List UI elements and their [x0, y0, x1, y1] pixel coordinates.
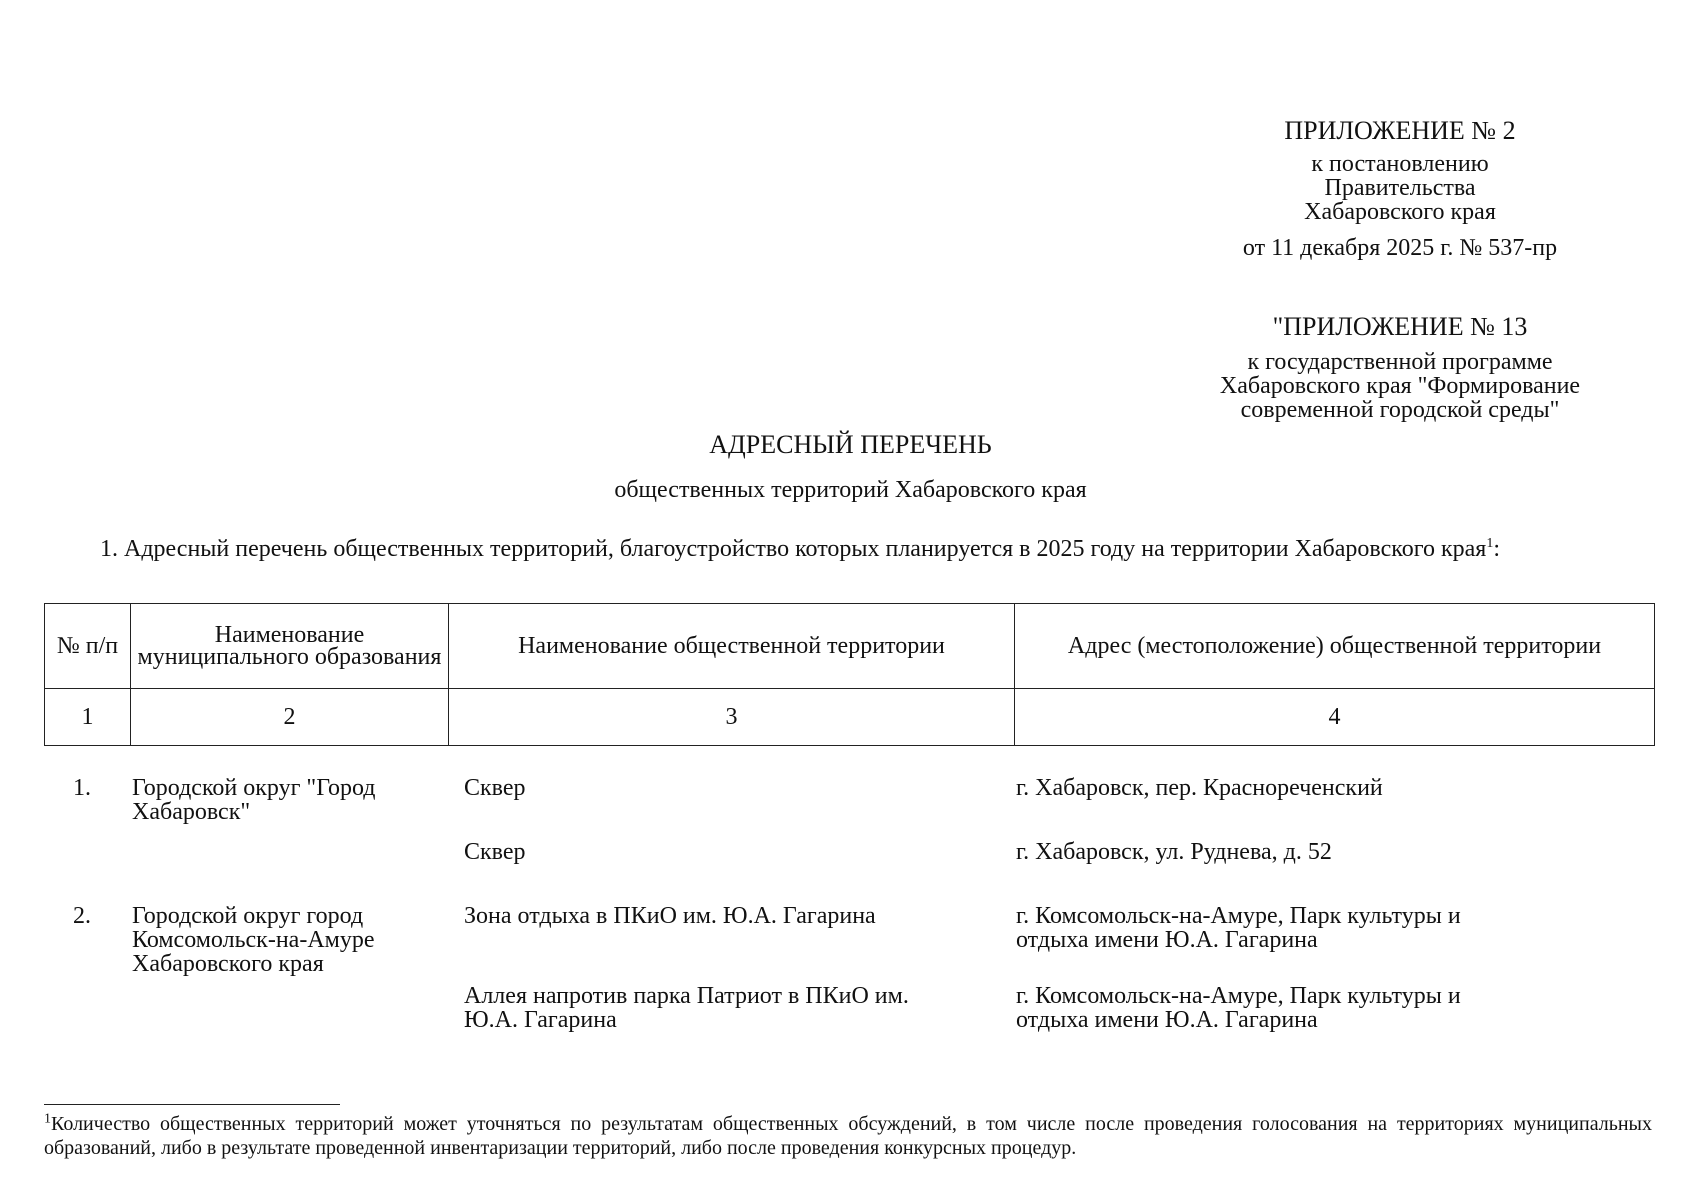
row-territory: Сквер	[464, 839, 526, 865]
document-subtitle: общественных территорий Хабаровского края	[614, 477, 1087, 503]
intro-paragraph	[44, 538, 1652, 560]
footnote-text: Количество общественных территорий может уточняться по результатам общественных обсуждений, в том числе после проведения голосования на территориях муниципальных образований, либо в результате проведенной инвентаризации территорий, либо после проведения конкурсных процедур.	[44, 1113, 1652, 1159]
row-territory: Аллея напротив парка Патриот в ПКиО им. Ю.А. Гагарина	[464, 983, 909, 1033]
header-municipality: Наименование муниципального образования	[131, 604, 449, 689]
footnote	[44, 1112, 1652, 1160]
territory-table-header	[44, 603, 1655, 746]
header-territory: Наименование общественной территории	[449, 604, 1015, 689]
intro-suffix: :	[1493, 536, 1500, 562]
column-number: 1	[45, 689, 131, 746]
row-number: 2.	[73, 903, 91, 929]
footnote-divider	[44, 1104, 340, 1105]
appendix-block	[1230, 116, 1570, 262]
row-number: 1.	[73, 775, 91, 801]
column-number: 3	[449, 689, 1015, 746]
row-address: г. Хабаровск, ул. Руднева, д. 52	[1016, 839, 1332, 865]
header-num: № п/п	[45, 604, 131, 689]
row-municipality: Городской округ город Комсомольск-на-Амуре Хабаровского края	[132, 903, 375, 977]
intro-text: 1. Адресный перечень общественных территорий, благоустройство которых планируется в 2025 году на территории Хабаровского края	[100, 536, 1487, 562]
row-territory: Сквер	[464, 775, 526, 801]
footnote-reference: 1	[1486, 536, 1494, 551]
appendix-date: от 11 декабря 2025 г. № 537-пр	[1242, 235, 1558, 261]
program-appendix-line-1: к государственной программе	[1247, 349, 1553, 375]
document-title: АДРЕСНЫЙ ПЕРЕЧЕНЬ	[709, 430, 992, 459]
row-territory: Зона отдыха в ПКиО им. Ю.А. Гагарина	[464, 903, 876, 929]
appendix-line-2: Правительства	[1324, 175, 1476, 201]
header-address: Адрес (местоположение) общественной территории	[1015, 604, 1655, 689]
row-address: г. Комсомольск-на-Амуре, Парк культуры и отдыха имени Ю.А. Гагарина	[1016, 903, 1461, 953]
appendix-line-1: к постановлению	[1311, 151, 1489, 177]
column-number: 4	[1015, 689, 1655, 746]
footnote-mark: 1	[44, 1111, 51, 1127]
row-address: г. Комсомольск-на-Амуре, Парк культуры и отдыха имени Ю.А. Гагарина	[1016, 983, 1461, 1033]
program-appendix-line-3: современной городской среды"	[1240, 397, 1560, 423]
row-address: г. Хабаровск, пер. Краснореченский	[1016, 775, 1383, 801]
program-appendix-title: "ПРИЛОЖЕНИЕ № 13	[1272, 312, 1528, 341]
column-number: 2	[131, 689, 449, 746]
appendix-title: ПРИЛОЖЕНИЕ № 2	[1284, 116, 1516, 145]
program-appendix-block	[1160, 312, 1640, 422]
row-municipality: Городской округ "Город Хабаровск"	[132, 775, 376, 825]
appendix-line-3: Хабаровского края	[1304, 199, 1496, 225]
program-appendix-line-2: Хабаровского края "Формирование	[1219, 373, 1581, 399]
